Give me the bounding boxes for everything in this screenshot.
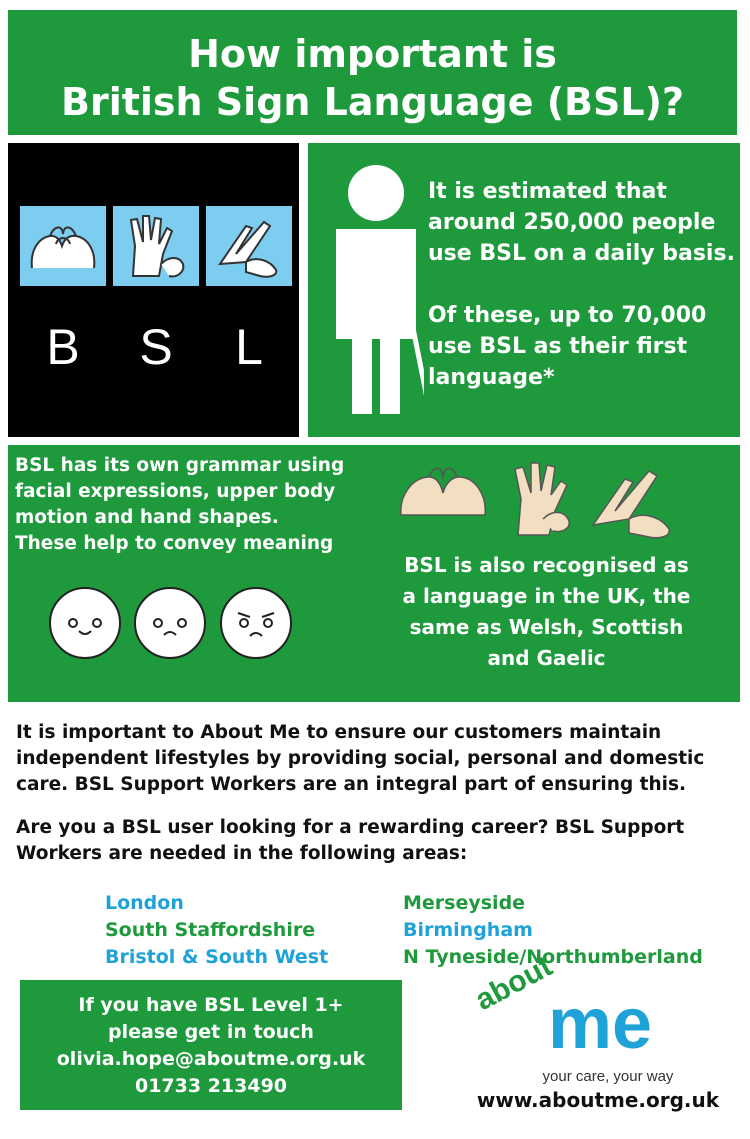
stat-line-5: use BSL as their first xyxy=(428,334,688,359)
recognition-panel xyxy=(353,445,740,702)
stat-line-3: use BSL on a daily basis. xyxy=(428,241,735,266)
hand-sign-s-icon xyxy=(113,206,199,286)
contact-line-1: If you have BSL Level 1+ xyxy=(78,994,344,1016)
website-link[interactable]: www.aboutme.org.uk xyxy=(476,1088,720,1112)
stat-line-4: Of these, up to 70,000 xyxy=(428,303,707,328)
grammar-line-3: motion and hand shapes. xyxy=(15,507,279,528)
area-item: London xyxy=(105,892,184,914)
recognised-line-3: same as Welsh, Scottish xyxy=(409,615,684,639)
grammar-line-2: facial expressions, upper body xyxy=(15,481,336,502)
letter-b: B xyxy=(46,319,80,375)
paragraph2-line-2: Workers are needed in the following areas: xyxy=(16,843,468,864)
page-title-line2: British Sign Language (BSL)? xyxy=(60,80,685,124)
contact-panel xyxy=(20,980,402,1110)
stat-line-1: It is estimated that xyxy=(428,179,667,204)
paragraph1-line-3: care. BSL Support Workers are an integral part of ensuring this. xyxy=(16,774,687,795)
stat-line-2: around 250,000 people xyxy=(428,210,716,235)
letter-l: L xyxy=(235,319,263,375)
areas-right-list xyxy=(403,890,703,971)
bsl-letters-panel xyxy=(8,143,299,437)
area-item: N Tyneside/Northumberland xyxy=(403,946,703,968)
stat-line-6: language* xyxy=(428,365,555,390)
hand-sign-b-icon xyxy=(20,206,106,286)
page-title-line1: How important is xyxy=(188,32,557,76)
contact-phone: 01733 213490 xyxy=(134,1075,288,1097)
contact-line-2: please get in touch xyxy=(108,1021,314,1043)
grammar-line-1: BSL has its own grammar using xyxy=(15,455,345,476)
happy-face-icon xyxy=(49,587,121,659)
area-item: South Staffordshire xyxy=(105,919,316,941)
area-item: Merseyside xyxy=(403,892,526,914)
area-item: Birmingham xyxy=(403,919,533,941)
paragraph2-line-1: Are you a BSL user looking for a rewarding career? BSL Support xyxy=(16,817,685,838)
recognised-line-4: and Gaelic xyxy=(487,646,606,670)
paragraph1-line-2: independent lifestyles by providing social, personal and domestic xyxy=(16,748,705,769)
statistics-panel xyxy=(308,143,740,437)
angry-face-icon xyxy=(220,587,292,659)
title-banner xyxy=(8,10,737,135)
signing-hands-icon xyxy=(393,455,693,545)
person-with-cane-icon xyxy=(324,163,424,418)
career-paragraph xyxy=(16,815,740,867)
about-me-paragraph xyxy=(16,720,740,798)
contact-email-link[interactable]: olivia.hope@aboutme.org.uk xyxy=(56,1048,366,1070)
sad-face-icon xyxy=(134,587,206,659)
recognised-line-1: BSL is also recognised as xyxy=(404,553,689,577)
recognised-line-2: a language in the UK, the xyxy=(402,584,691,608)
logo-word-about: about xyxy=(470,949,558,1018)
grammar-panel xyxy=(8,445,353,702)
grammar-line-4: These help to convey meaning xyxy=(15,533,334,554)
area-item: Bristol & South West xyxy=(105,946,329,968)
areas-left-list xyxy=(105,890,328,971)
logo-word-me: me xyxy=(548,984,653,1064)
paragraph1-line-1: It is important to About Me to ensure our customers maintain xyxy=(16,722,662,743)
hand-sign-l-icon xyxy=(206,206,292,286)
letter-s: S xyxy=(139,319,173,375)
logo-tagline: your care, your way xyxy=(542,1068,674,1085)
